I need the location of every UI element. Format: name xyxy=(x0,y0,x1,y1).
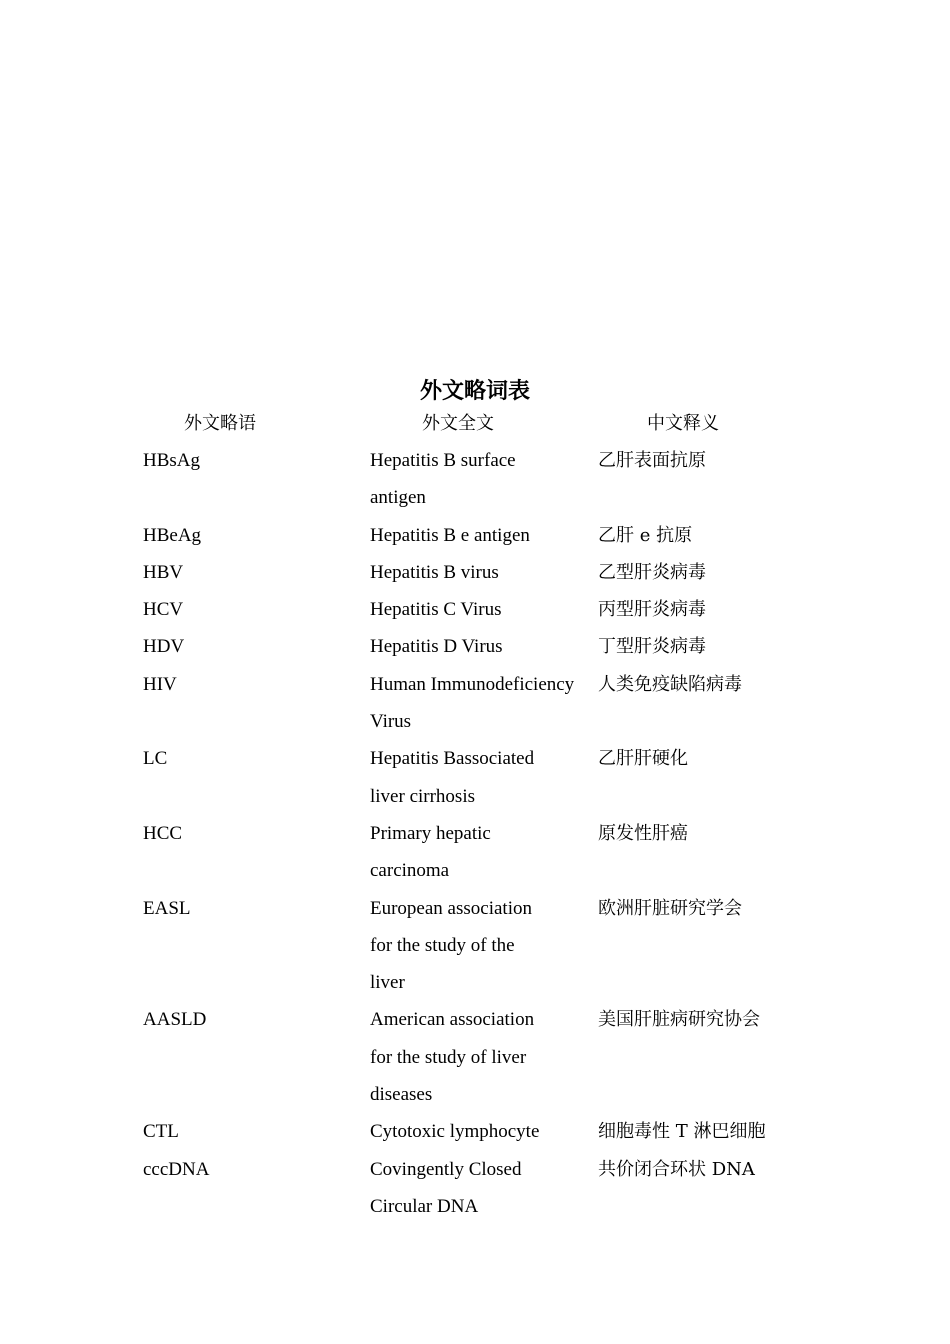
abbreviation-cell: cccDNA xyxy=(143,1158,210,1180)
table-row xyxy=(0,815,950,890)
full-name-line: Primary hepatic xyxy=(370,822,491,844)
abbreviation-cell: HCC xyxy=(143,822,183,844)
full-name-line: Cytotoxic lymphocyte xyxy=(370,1121,540,1143)
chinese-cell: 乙肝表面抗原 xyxy=(598,450,706,471)
table-row xyxy=(0,740,950,815)
full-name-line: American association xyxy=(370,1009,535,1031)
table-row xyxy=(0,628,950,665)
abbreviation-cell: LC xyxy=(143,748,168,770)
table-row xyxy=(0,1001,950,1113)
full-name-cell xyxy=(370,1113,585,1150)
abbreviation-table xyxy=(0,442,950,1225)
table-row xyxy=(0,666,950,741)
chinese-cell: 细胞毒性 T 淋巴细胞 xyxy=(598,1121,766,1143)
chinese-cell: 乙型肝炎病毒 xyxy=(598,561,706,583)
page-title: 外文略词表 xyxy=(419,379,530,404)
chinese-cell: 乙肝 e 抗原 xyxy=(598,524,693,546)
table-row xyxy=(0,591,950,628)
full-name-line: Hepatitis B virus xyxy=(370,561,499,583)
full-name-cell xyxy=(370,1151,585,1226)
chinese-cell: 原发性肝癌 xyxy=(598,822,688,844)
full-name-line: antigen xyxy=(370,487,426,509)
column-header-abbreviation: 外文略语 xyxy=(184,413,256,434)
table-row xyxy=(0,442,950,517)
abbreviation-cell: EASL xyxy=(143,897,191,919)
full-name-line: Human Immunodeficiency xyxy=(370,673,575,695)
full-name-line: for the study of the xyxy=(370,934,515,956)
full-name-line: Hepatitis B surface xyxy=(370,450,516,471)
full-name-cell xyxy=(370,815,585,890)
abbreviation-cell: CTL xyxy=(143,1121,179,1143)
full-name-line: Covingently Closed xyxy=(370,1158,522,1180)
full-name-line: Circular DNA xyxy=(370,1195,479,1217)
chinese-cell: 乙肝肝硬化 xyxy=(598,748,688,770)
full-name-line: European association xyxy=(370,897,532,919)
full-name-line: carcinoma xyxy=(370,860,450,882)
table-row xyxy=(0,1113,950,1150)
chinese-cell: 美国肝脏病研究协会 xyxy=(598,1009,760,1031)
abbreviation-cell: HDV xyxy=(143,636,185,658)
table-row xyxy=(0,554,950,591)
full-name-line: diseases xyxy=(370,1084,433,1106)
full-name-cell xyxy=(370,628,585,665)
abbreviation-cell: HIV xyxy=(143,673,177,695)
column-header-full-name: 外文全文 xyxy=(422,413,494,434)
full-name-cell xyxy=(370,666,585,741)
full-name-cell xyxy=(370,1001,585,1113)
abbreviation-cell: HBeAg xyxy=(143,524,202,546)
abbreviation-cell: AASLD xyxy=(143,1009,207,1031)
chinese-cell: 欧洲肝脏研究学会 xyxy=(598,897,742,919)
full-name-line: Hepatitis C Virus xyxy=(370,599,502,621)
chinese-cell: 丁型肝炎病毒 xyxy=(598,636,706,658)
full-name-line: for the study of liver xyxy=(370,1046,527,1068)
abbreviation-cell: HBV xyxy=(143,561,184,583)
full-name-cell xyxy=(370,442,585,517)
full-name-line: Virus xyxy=(370,711,412,733)
full-name-line: Hepatitis D Virus xyxy=(370,636,503,658)
table-row xyxy=(0,1151,950,1226)
full-name-cell xyxy=(370,554,585,591)
full-name-line: Hepatitis B e antigen xyxy=(370,524,530,546)
full-name-cell xyxy=(370,890,585,1002)
column-header-chinese: 中文释义 xyxy=(647,413,719,434)
chinese-cell: 共价闭合环状 DNA xyxy=(598,1158,755,1180)
full-name-line: Hepatitis Bassociated xyxy=(370,748,535,770)
table-row xyxy=(0,890,950,1002)
chinese-cell: 人类免疫缺陷病毒 xyxy=(598,673,742,695)
full-name-cell xyxy=(370,591,585,628)
chinese-cell: 丙型肝炎病毒 xyxy=(598,599,706,621)
abbreviation-cell: HBsAg xyxy=(143,450,201,471)
full-name-line: liver cirrhosis xyxy=(370,785,476,807)
table-row xyxy=(0,517,950,554)
full-name-cell xyxy=(370,740,585,815)
full-name-cell xyxy=(370,517,585,554)
abbreviation-cell: HCV xyxy=(143,599,184,621)
full-name-line: liver xyxy=(370,972,405,994)
